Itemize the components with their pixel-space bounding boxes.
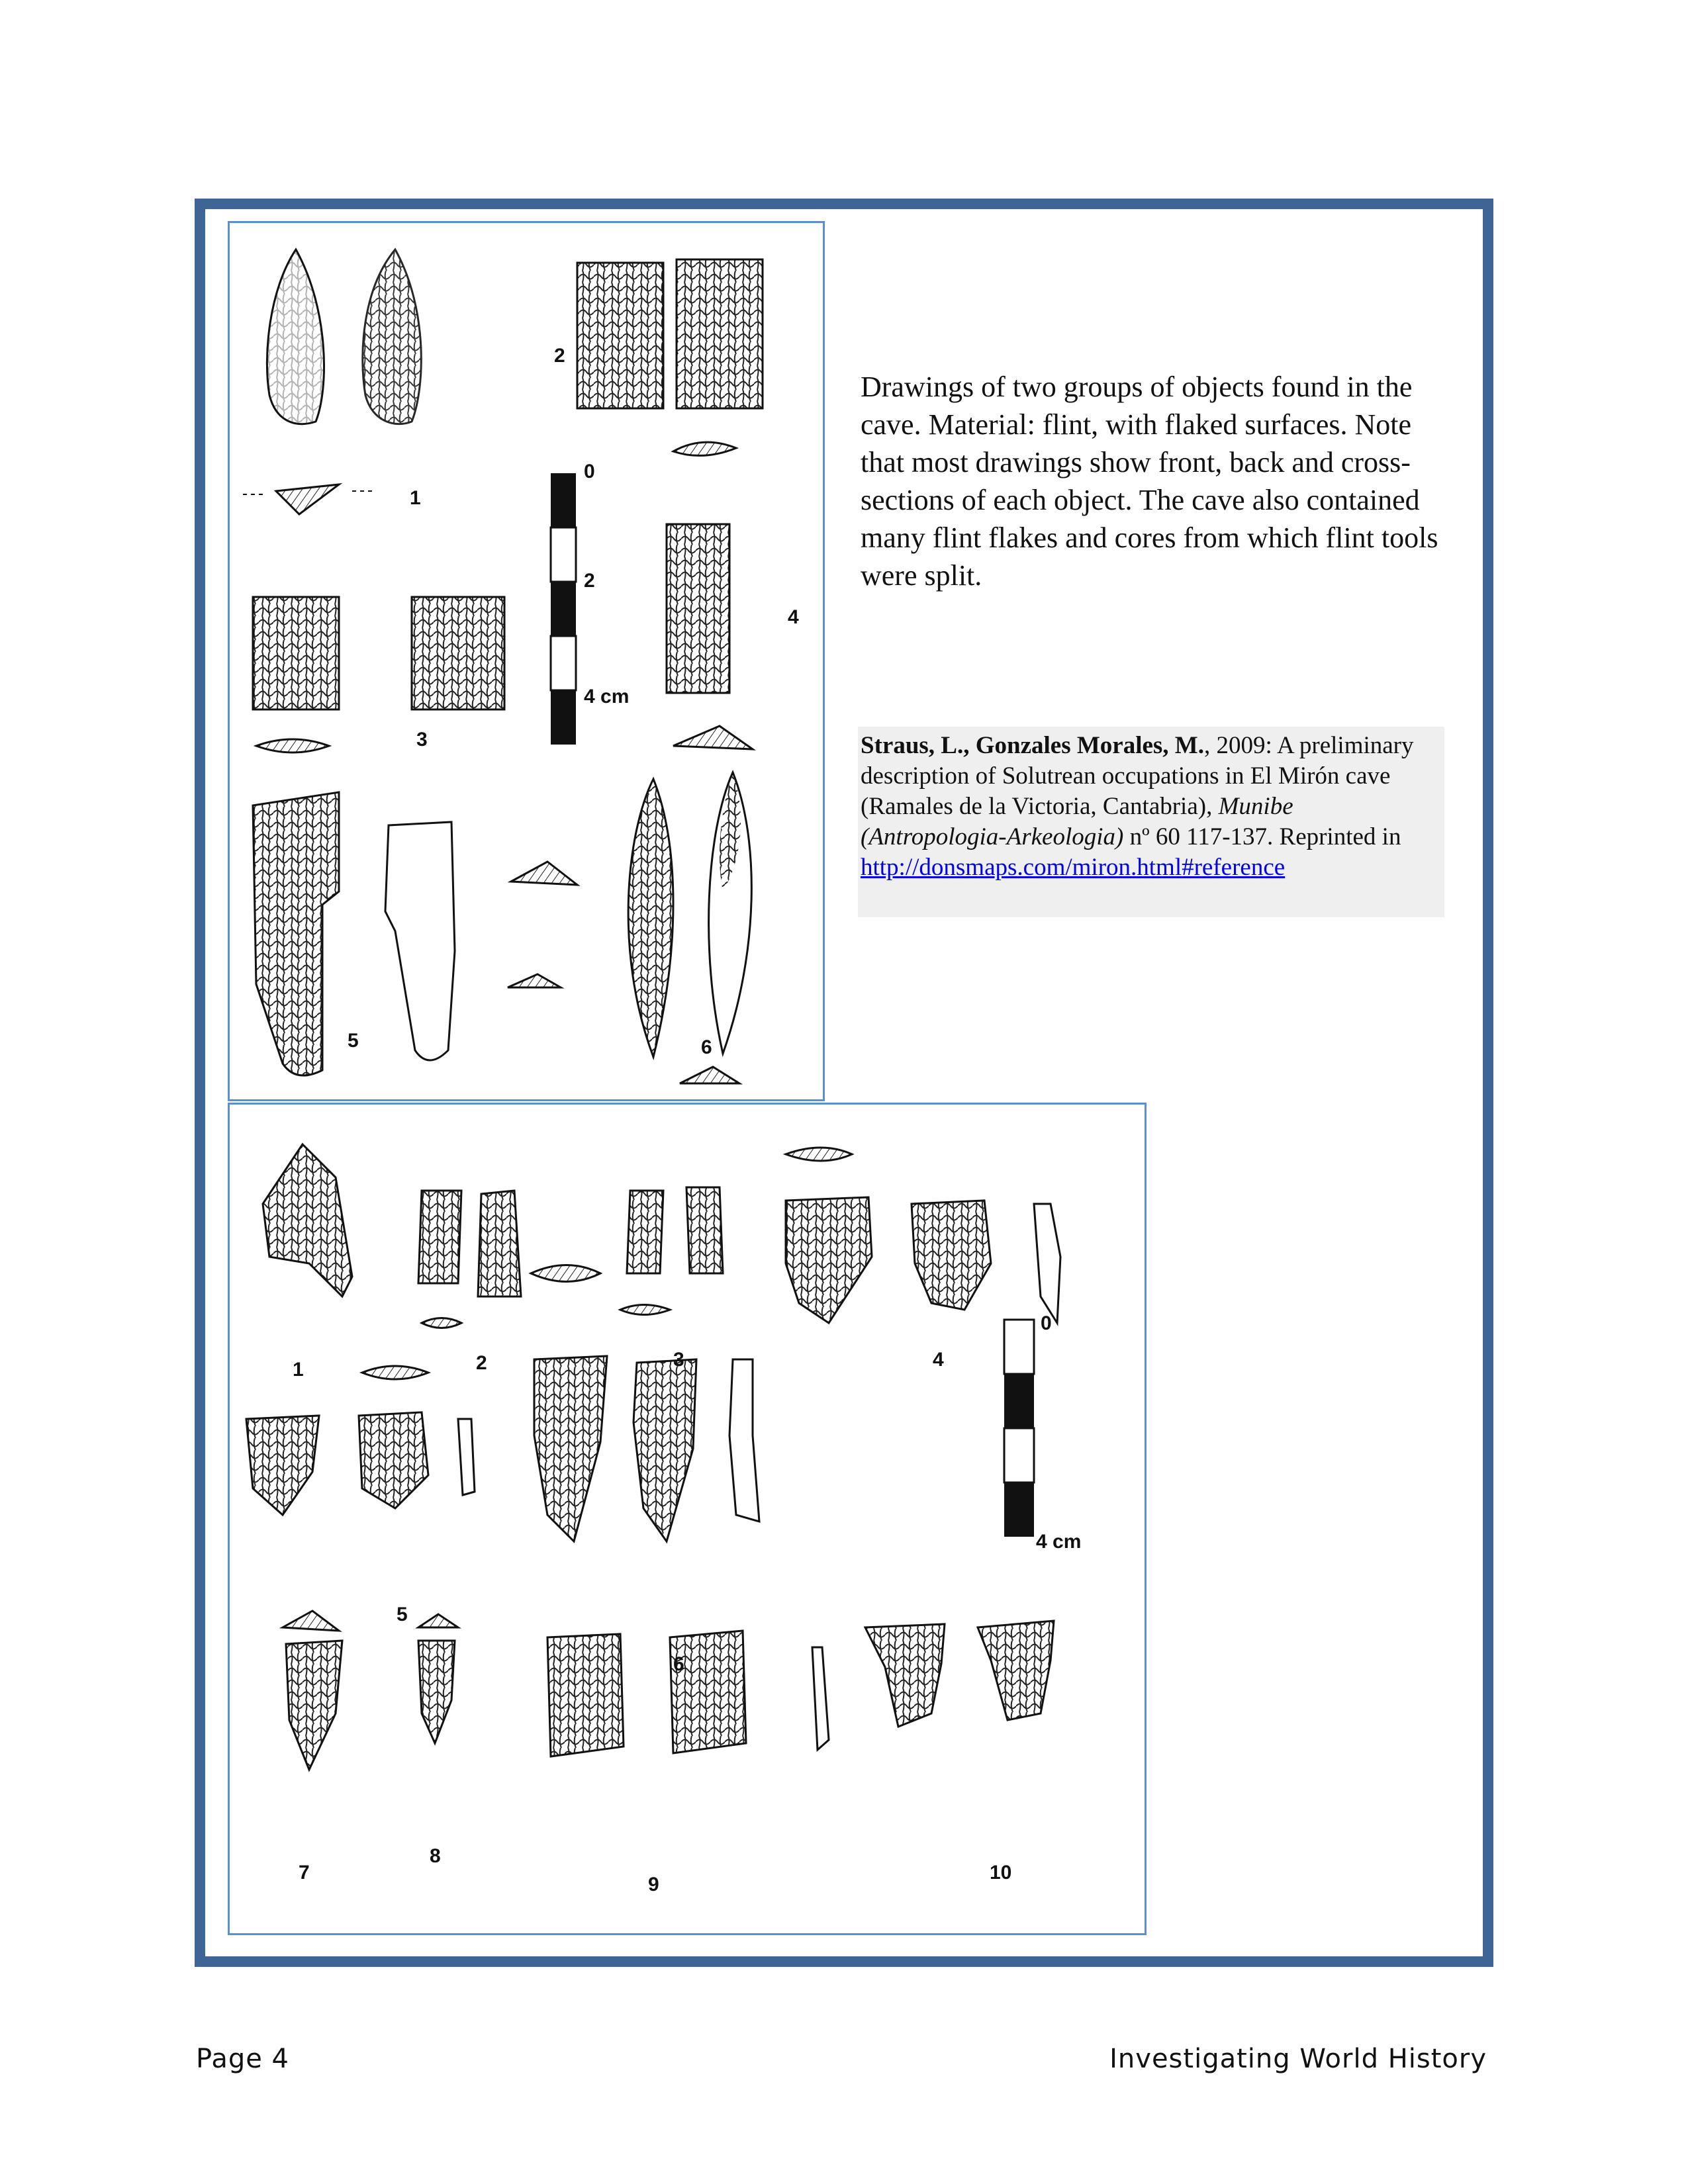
fig-number-b3: 3 xyxy=(673,1349,684,1371)
artifact-b9 xyxy=(547,1631,829,1756)
artifact-6 xyxy=(628,772,751,1083)
citation-title: , 2009: A preliminary description of Solutrean occupations in El Mirón cave (Ramales de la Victoria, Cantabria), xyxy=(861,732,1414,820)
citation-box xyxy=(858,727,1444,917)
fig-number-b8: 8 xyxy=(430,1845,441,1867)
citation-volume: nº 60 117-137. Reprinted in xyxy=(1123,823,1401,850)
fig-number-1: 1 xyxy=(410,487,421,509)
flint-drawings-top xyxy=(230,223,825,1101)
artifact-b8 xyxy=(418,1614,458,1743)
fig-number-b10: 10 xyxy=(990,1862,1012,1884)
artifact-3 xyxy=(253,597,504,752)
artifact-b7 xyxy=(283,1611,342,1770)
fig-number-b9: 9 xyxy=(648,1874,659,1895)
scale-label-0-bottom: 0 xyxy=(1041,1312,1052,1334)
fig-number-6: 6 xyxy=(701,1036,712,1058)
fig-number-b7: 7 xyxy=(299,1862,310,1884)
artifact-b3 xyxy=(620,1187,723,1315)
fig-number-b5: 5 xyxy=(397,1604,408,1625)
scale-label-0: 0 xyxy=(584,461,595,482)
artifact-b2 xyxy=(418,1191,521,1328)
scale-bar-top xyxy=(551,461,629,745)
fig-number-3: 3 xyxy=(416,729,428,751)
fig-number-2: 2 xyxy=(554,345,565,367)
page-number: Page 4 xyxy=(196,2044,289,2074)
artifact-5 xyxy=(253,792,577,1075)
artifact-2 xyxy=(577,259,763,455)
citation-authors: Straus, L., Gonzales Morales, M. xyxy=(861,732,1204,759)
fig-number-b1: 1 xyxy=(293,1359,304,1381)
citation-link[interactable]: http://donsmaps.com/miron.html#reference xyxy=(861,854,1286,881)
scale-label-2: 2 xyxy=(584,570,595,592)
fig-number-4: 4 xyxy=(788,606,799,628)
fig-number-5: 5 xyxy=(348,1030,359,1052)
artifact-b5 xyxy=(246,1366,475,1515)
scale-bar-bottom xyxy=(1004,1312,1081,1553)
scale-label-4cm-bottom: 4 cm xyxy=(1036,1531,1082,1553)
artifact-b1 xyxy=(263,1144,352,1297)
citation-journal: Munibe (Antropologia-Arkeologia) xyxy=(861,793,1293,850)
flint-drawings-bottom xyxy=(230,1105,1147,1935)
artifact-b10 xyxy=(865,1621,1054,1727)
artifact-4 xyxy=(667,524,753,749)
book-title: Investigating World History xyxy=(1109,2044,1487,2074)
figure-caption: Drawings of two groups of objects found in the cave. Material: flint, with flaked surfaces. Note that most drawings show front, back and cross-sections of each object. The cave also contained many flint flakes and cores from which flint tools were split. xyxy=(861,371,1438,592)
fig-number-b4: 4 xyxy=(933,1349,944,1371)
fig-number-b6: 6 xyxy=(673,1653,684,1675)
artifact-b4 xyxy=(786,1148,1060,1323)
scale-label-4cm: 4 cm xyxy=(584,686,630,707)
figure-panel-bottom xyxy=(228,1103,1147,1935)
figure-panel-top xyxy=(228,221,825,1101)
fig-number-b2: 2 xyxy=(476,1352,487,1374)
artifact-1 xyxy=(243,250,421,514)
